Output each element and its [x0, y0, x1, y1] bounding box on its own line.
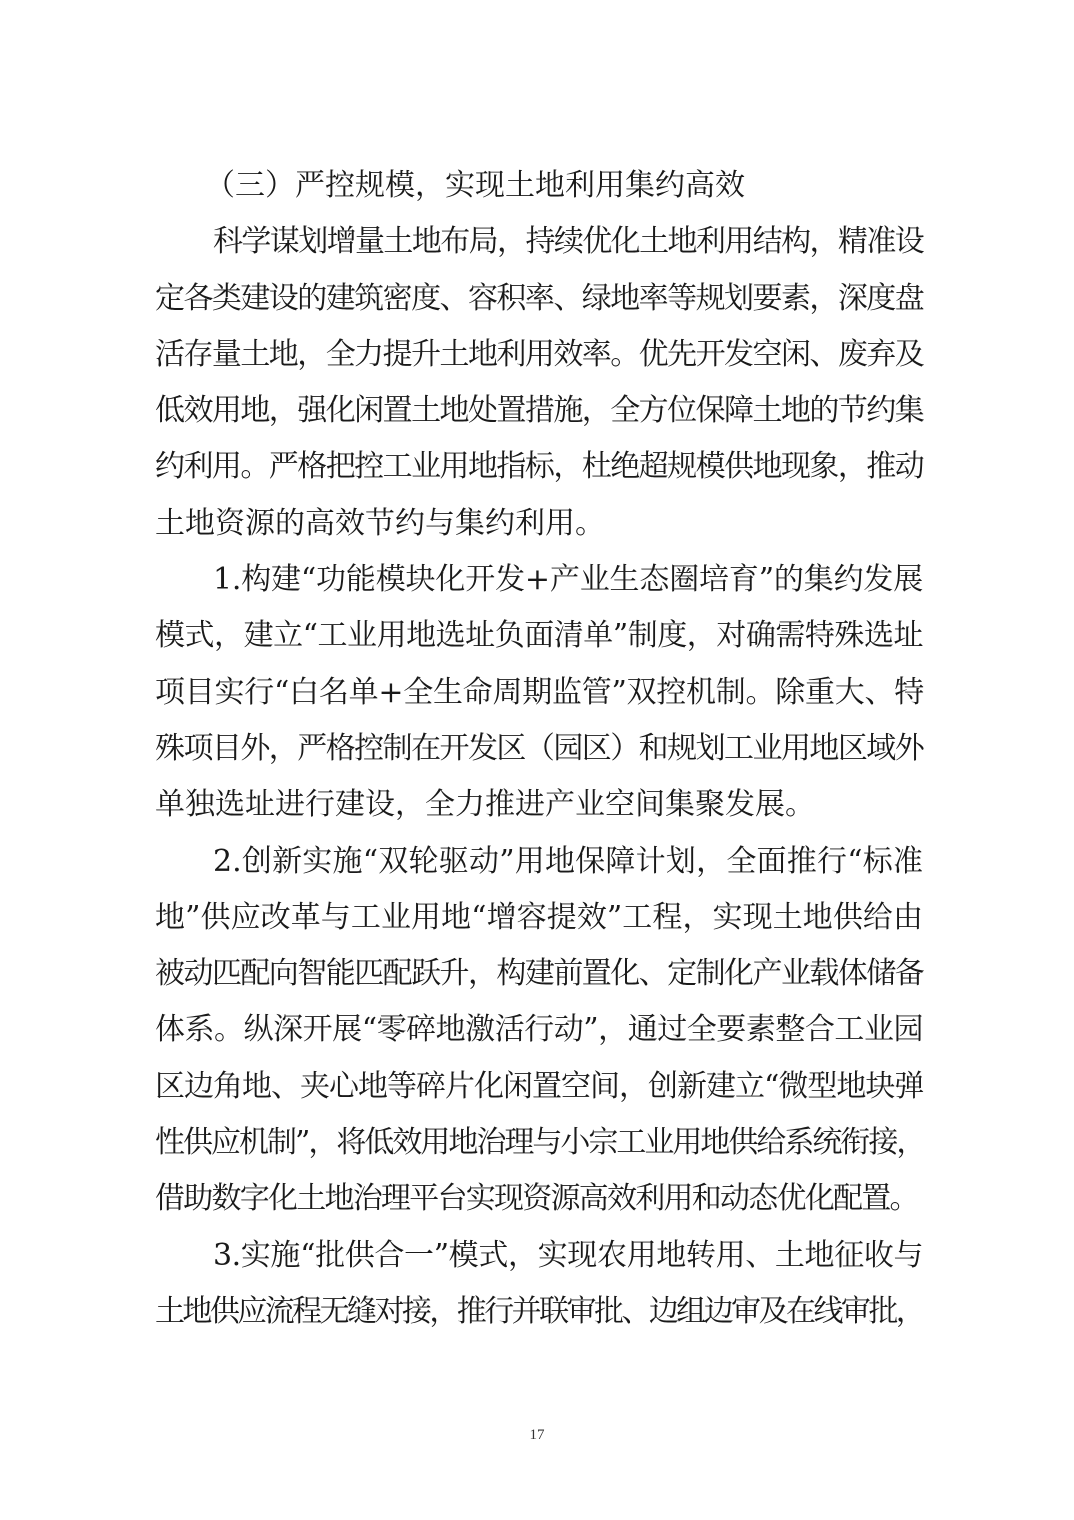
paragraph-line: 低效用地，强化闲置土地处置措施，全方位保障土地的节约集	[155, 393, 923, 429]
paragraph-intro	[155, 214, 923, 552]
paragraph-line: 土地资源的高效节约与集约利用。	[155, 505, 605, 541]
paragraph-item-2	[155, 834, 923, 1228]
paragraph-line: 区边角地、夹心地等碎片化闲置空间，创新建立“微型地块弹	[155, 1068, 924, 1104]
paragraph-line: 项目实行“白名单+全生命周期监管”双控机制。除重大、特	[155, 674, 925, 710]
paragraph-line: 约利用。严格把控工业用地指标，杜绝超规模供地现象，推动	[155, 449, 923, 485]
paragraph-line: 地”供应改革与工业用地“增容提效”工程，实现土地供给由	[155, 899, 923, 935]
paragraph-line: 殊项目外，严格控制在开发区（园区）和规划工业用地区域外	[155, 730, 923, 766]
paragraph-line: 单独选址进行建设，全力推进产业空间集聚发展。	[155, 787, 815, 823]
document-body	[155, 158, 923, 1340]
paragraph-item-3	[155, 1228, 923, 1341]
section-heading: （三）严控规模，实现土地利用集约高效	[205, 168, 745, 203]
page-number: 17	[529, 1427, 545, 1443]
paragraph-line: 体系。纵深开展“零碎地激活行动”，通过全要素整合工业园	[155, 1012, 923, 1048]
paragraph-line: 定各类建设的建筑密度、容积率、绿地率等规划要素，深度盘	[155, 280, 923, 316]
paragraph-line: 活存量土地，全力提升土地利用效率。优先开发空闲、废弃及	[155, 336, 923, 372]
paragraph-line: 科学谋划增量土地布局，持续优化土地利用结构，精准设	[213, 224, 923, 260]
paragraph-line: 3.实施“批供合一”模式，实现农用地转用、土地征收与	[213, 1237, 923, 1273]
paragraph-item-1	[155, 552, 923, 833]
paragraph-line: 模式，建立“工业用地选址负面清单”制度，对确需特殊选址	[155, 618, 923, 654]
paragraph-line: 1.构建“功能模块化开发+产业生态圈培育”的集约发展	[213, 562, 923, 598]
paragraph-line: 土地供应流程无缝对接，推行并联审批、边组边审及在线审批，	[155, 1293, 923, 1329]
paragraph-line: 性供应机制”，将低效用地治理与小宗工业用地供给系统衔接，	[155, 1125, 925, 1161]
paragraph-line: 2.创新实施“双轮驱动”用地保障计划，全面推行“标准	[213, 843, 923, 879]
paragraph-line: 借助数字化土地治理平台实现资源高效利用和动态优化配置。	[155, 1181, 918, 1217]
paragraph-line: 被动匹配向智能匹配跃升，构建前置化、定制化产业载体储备	[155, 956, 923, 992]
